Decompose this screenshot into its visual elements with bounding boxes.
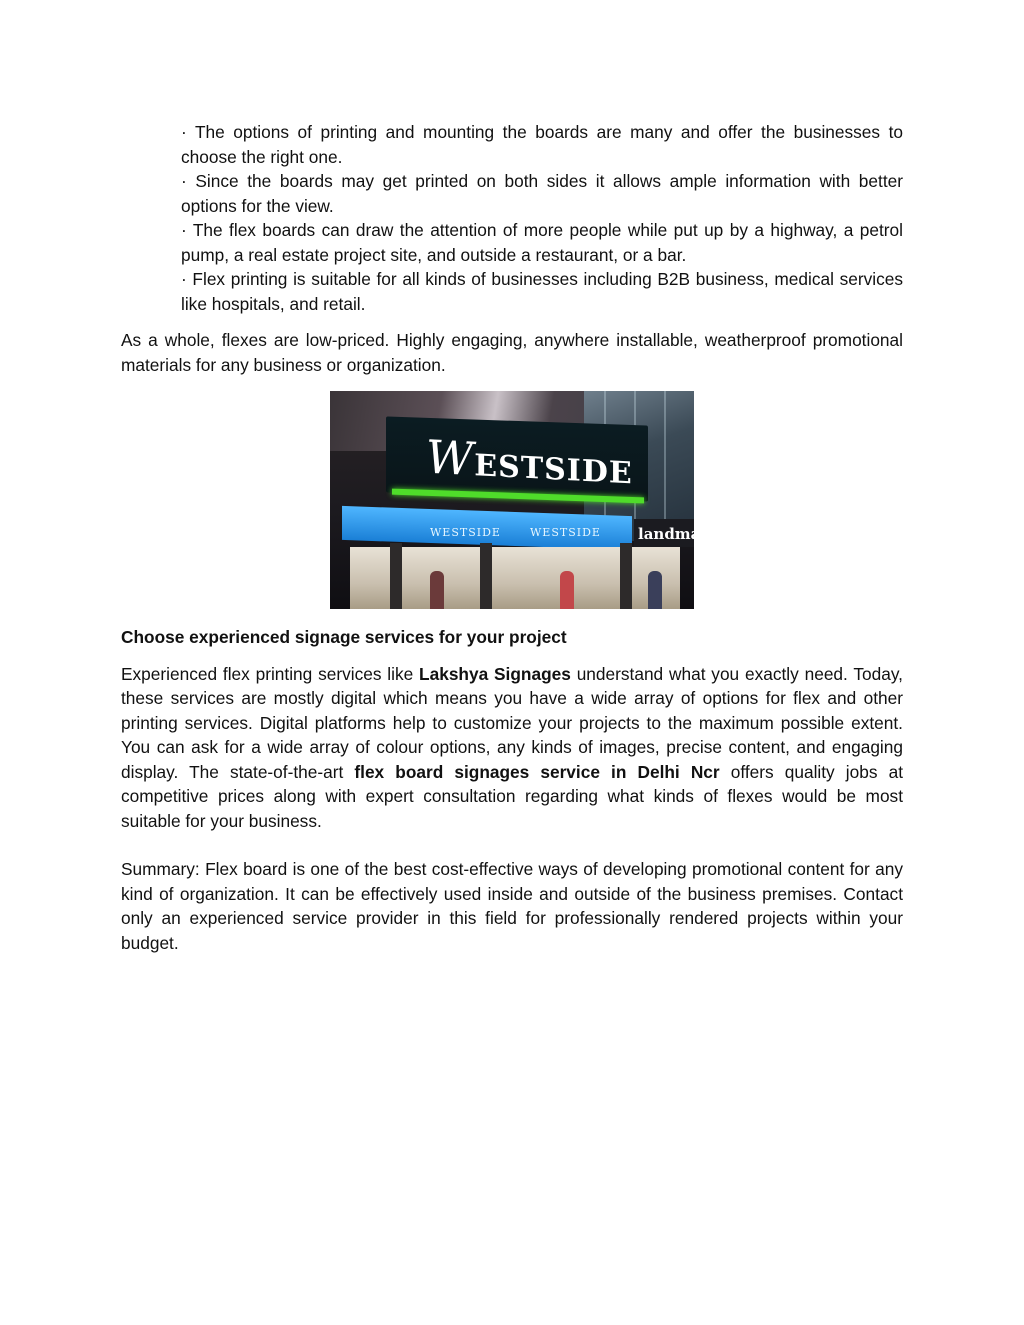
shopper [430,571,444,609]
company-name: Lakshya Signages [419,663,571,684]
shopper [648,571,662,609]
bullet-item: · Since the boards may get printed on both sides it allows ample information with better options for the view. [181,171,903,216]
service-keyword: flex board signages service in Delhi Ncr [354,761,720,782]
pillar [480,543,492,609]
summary-paragraph: Summary: Flex board is one of the best cost-effective ways of developing promotional content for any kind of organization. It can be effectively used inside and outside of the business premises. Contact only an experienced service provider in this field for professionally rendered projects within your budget. [121,859,903,953]
blue-sign-label-left: WESTSIDE [430,526,501,539]
blue-sign-label-right: WESTSIDE [530,526,601,539]
pillar [620,543,632,609]
bullet-item: · Flex printing is suitable for all kinds of businesses including B2B business, medical services like hospitals, and retail. [181,269,903,314]
intro-paragraph: As a whole, flexes are low-priced. Highly engaging, anywhere installable, weatherproof promotional materials for any business or organization. [121,330,903,375]
side-sign-label: landmark [638,525,719,543]
bullet-item: · The options of printing and mounting the boards are many and offer the businesses to choose the right one. [181,122,903,167]
section-heading: Choose experienced signage services for your project [121,627,567,647]
bullet-list [181,120,903,316]
pillar [390,543,402,609]
document-page [121,120,903,955]
store-signage-photo [330,391,719,609]
sign-text: WESTSIDE [426,429,633,492]
body-paragraph: Experienced flex printing services like Lakshya Signages understand what you exactly need. Today, these services are mostly digital which means you have a wide array of options for flex and other printing services. Digital platforms help to customize your projects to the maximum possible extent. You can ask for a wide array of colour options, any kinds of images, precise content, and engaging display. The state-of-the-art flex board signages service in Delhi Ncr offers quality jobs at competitive prices along with expert consultation regarding what kinds of flexes would be most suitable for your business. [121,663,904,831]
bullet-item: · The flex boards can draw the attention of more people while put up by a highway, a petrol pump, a real estate project site, and outside a restaurant, or a bar. [181,220,903,265]
shopper [560,571,574,609]
